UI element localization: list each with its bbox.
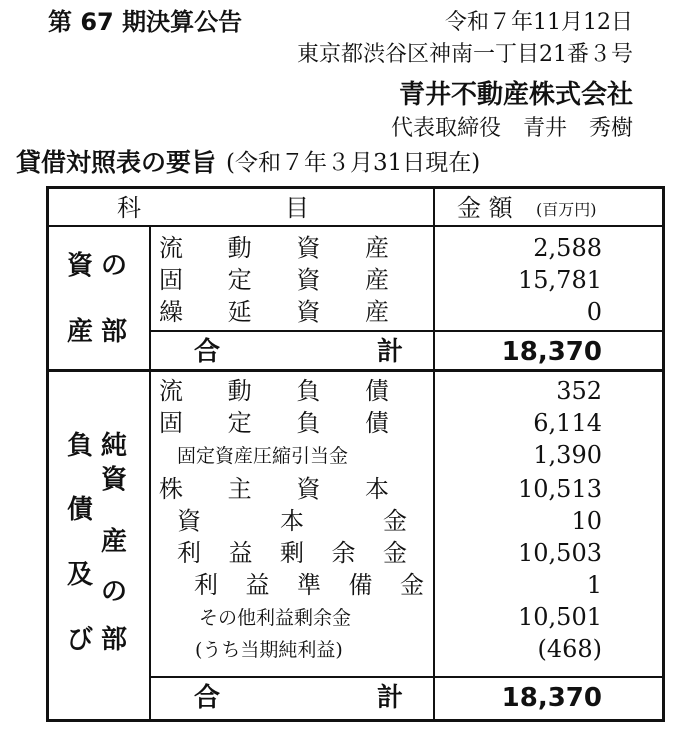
- label-char: 債: [364, 377, 389, 405]
- liab-label-right-2: 資: [101, 465, 128, 495]
- label-char: 利: [177, 539, 201, 567]
- liab-label-right-3: 産: [101, 527, 128, 557]
- label-char: 延: [227, 298, 252, 326]
- equity-item-amount: 1: [586, 571, 602, 599]
- label-char: 固: [159, 266, 183, 294]
- liab-label-left-1: 負: [67, 431, 94, 461]
- assets-total-divider: [149, 330, 662, 332]
- label-char: 債: [364, 409, 389, 437]
- equity-item-amount: (468): [537, 635, 602, 663]
- label-char: 産: [364, 266, 389, 294]
- liabilities-total-divider: [149, 676, 662, 678]
- equity-item-amount: 10,513: [518, 475, 602, 503]
- representative: 代表取締役 青井 秀樹: [390, 116, 633, 141]
- label-char: 剰: [280, 539, 304, 567]
- assets-section-label-4: 部: [101, 317, 128, 347]
- liab-label-left-2: 債: [67, 495, 94, 525]
- equity-item-label: [199, 609, 351, 628]
- label-char: 資: [296, 298, 321, 326]
- label-char: 定: [227, 266, 252, 294]
- equity-label-other-retained: その他利益剰余金: [199, 607, 352, 629]
- liability-item-amount: 1,390: [533, 441, 602, 469]
- amount-column-divider: [433, 189, 435, 719]
- label-char: 資: [296, 266, 321, 294]
- liability-item-label: [177, 447, 348, 466]
- liability-item-label: [159, 411, 389, 435]
- label-char: 利: [194, 571, 218, 599]
- balance-sheet-table: [46, 186, 665, 722]
- assets-total-label-2: 計: [377, 337, 404, 367]
- liab-total-label-2: 計: [377, 683, 404, 713]
- liability-item-amount: 6,114: [533, 409, 602, 437]
- liab-total-amount: 18,370: [501, 683, 602, 713]
- asset-item-amount: 0: [586, 298, 602, 326]
- header-divider: [49, 225, 662, 227]
- label-char: 主: [227, 475, 252, 503]
- liability-item-label: [159, 379, 389, 403]
- label-char: 準: [297, 571, 321, 599]
- statement-date: (令和７年３月31日現在): [226, 150, 481, 176]
- equity-item-amount: 10,501: [518, 603, 602, 631]
- label-char: 金: [400, 571, 424, 599]
- label-char: 動: [227, 234, 252, 262]
- liab-label-right-4: の: [101, 577, 128, 607]
- label-char: 繰: [159, 298, 183, 326]
- assets-section-label-2: の: [101, 251, 128, 281]
- asset-item-amount: 15,781: [518, 266, 602, 294]
- equity-item-amount: 10,503: [518, 539, 602, 567]
- asset-item-label: [159, 300, 389, 324]
- equity-item-label: [159, 477, 389, 501]
- label-char: 流: [159, 234, 183, 262]
- label-char: 動: [227, 377, 252, 405]
- label-char: 流: [159, 377, 183, 405]
- equity-item-label: [177, 541, 407, 565]
- label-char: 本: [280, 507, 304, 535]
- liab-label-left-4: び: [67, 625, 94, 655]
- label-char: 備: [348, 571, 373, 599]
- company-address: 東京都渋谷区神南一丁目21番３号: [297, 42, 633, 67]
- label-char: 資: [177, 507, 201, 535]
- equity-item-amount: 10: [571, 507, 602, 535]
- label-char: 余: [331, 539, 356, 567]
- asset-item-amount: 2,588: [533, 234, 602, 262]
- label-char: 益: [245, 571, 270, 599]
- assets-total-label-1: 合: [194, 337, 221, 367]
- label-char: 資: [296, 234, 321, 262]
- section-divider: [49, 369, 662, 372]
- label-char: 負: [296, 377, 321, 405]
- assets-section-label-1: 資: [67, 251, 94, 281]
- equity-item-label: [194, 573, 424, 597]
- liab-label-reserve: 固定資産圧縮引当金: [177, 445, 349, 467]
- label-char: 固: [159, 409, 183, 437]
- label-char: 負: [296, 409, 321, 437]
- section-label-divider: [149, 225, 151, 719]
- column-header-item: 科 目: [117, 194, 309, 222]
- label-char: 本: [364, 475, 389, 503]
- term-heading: 第 67 期決算公告: [48, 8, 243, 36]
- statement-title: 貸借対照表の要旨: [16, 148, 217, 177]
- asset-item-label: [159, 268, 389, 292]
- column-header-amount: 金 額: [457, 194, 513, 222]
- label-char: 益: [228, 539, 253, 567]
- assets-total-amount: 18,370: [501, 337, 602, 367]
- liability-item-amount: 352: [556, 377, 602, 405]
- liab-total-label-1: 合: [194, 683, 221, 713]
- equity-label-net-income: (うち当期純利益): [195, 639, 343, 661]
- label-char: 金: [383, 539, 407, 567]
- label-char: 産: [364, 298, 389, 326]
- column-header-unit: (百万円): [536, 200, 597, 219]
- liab-label-left-3: 及: [67, 560, 94, 590]
- label-char: 金: [383, 507, 407, 535]
- equity-item-label: [195, 641, 343, 660]
- label-char: 株: [159, 475, 183, 503]
- assets-section-label-3: 産: [67, 317, 94, 347]
- equity-item-label: [177, 509, 407, 533]
- label-char: 定: [227, 409, 252, 437]
- company-name: 青井不動産株式会社: [398, 80, 633, 110]
- label-char: 資: [296, 475, 321, 503]
- liab-label-right-1: 純: [101, 431, 128, 461]
- notice-date: 令和７年11月12日: [445, 10, 633, 35]
- label-char: 産: [364, 234, 389, 262]
- liab-label-right-5: 部: [101, 625, 128, 655]
- asset-item-label: [159, 236, 389, 260]
